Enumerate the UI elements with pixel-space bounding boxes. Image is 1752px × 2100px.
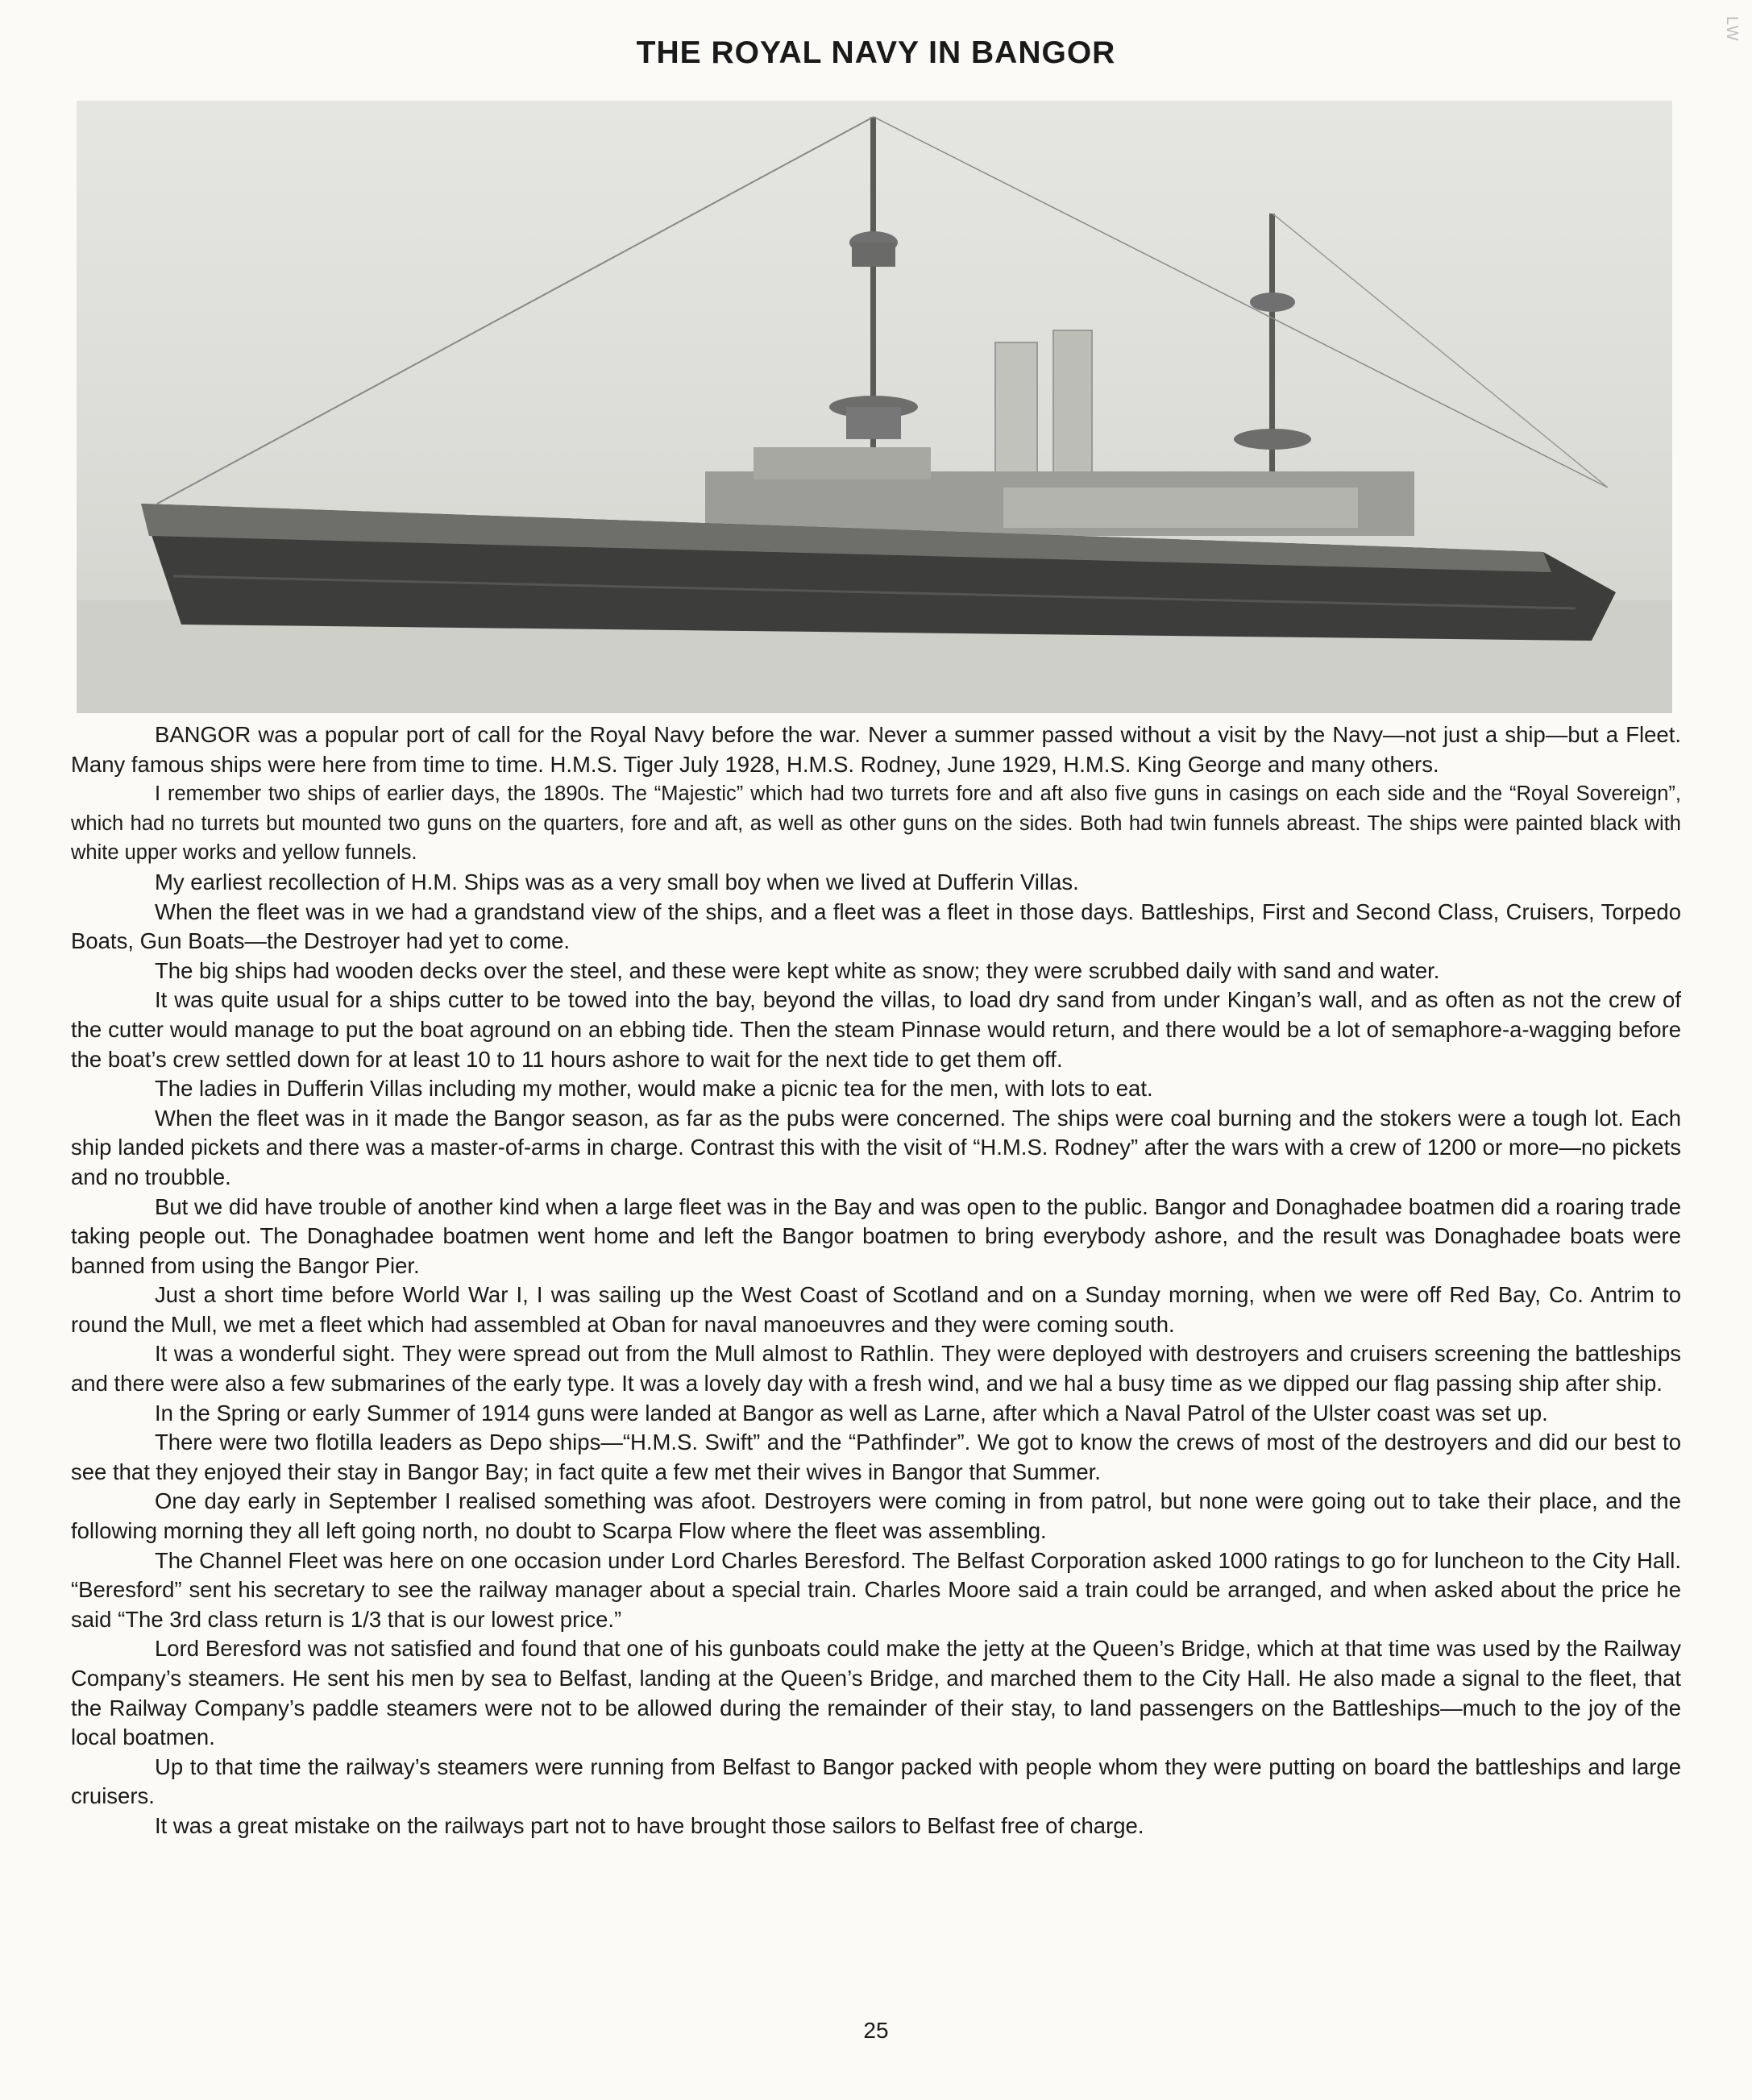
paragraph: When the fleet was in it made the Bangor season, as far as the pubs were concerned. The ships were coal burning and the stokers were a tough lot. Each ship landed pickets and there was a master-of-arms in charge. Contrast this with the visit of “H.M.S. Rodney” after the wars with a crew of 1200 or more—no pickets and no troubble.	[71, 1105, 1681, 1189]
paragraph: Lord Beresford was not satisfied and found that one of his gunboats could make the jetty at the Queen’s Bridge, which at that time was used by the Railway Company’s steamers. He sent his men by sea to Belfast, landing at the Queen’s Bridge, and marched them to the City Hall. He also made a signal to the fleet, that the Railway Company’s paddle steamers were not to be allowed during the remainder of their stay, to land passengers on the Battleships—much to the joy of the local boatmen.	[71, 1636, 1681, 1750]
paragraph: It was quite usual for a ships cutter to be towed into the bay, beyond the villas, to load dry sand from under Kingan’s wall, and as often as not the crew of the cutter would manage to put the boat aground on an ebbing tide. Then the steam Pinnase would return, and there would be a lot of semaphore-a-wagging before the boat’s crew settled down for at least 10 to 11 hours ashore to wait for the next tide to get them off.	[71, 987, 1681, 1072]
corner-mark: LW	[1723, 16, 1741, 43]
battleship-illustration	[77, 101, 1672, 713]
paragraph: I remember two ships of earlier days, the 1890s. The “Majestic” which had two turrets fore and aft also five guns in casings on each side and the “Royal Sovereign”, which had no turrets but mounted two guns on the quarters, fore and aft, as well as other guns on the sides. Both had twin funnels abreast. The ships were painted black with white upper works and yellow funnels.	[71, 782, 1681, 865]
paragraph: It was a wonderful sight. They were spread out from the Mull almost to Rathlin. They were deployed with destroyers and cruisers screening the battleships and there were also a few submarines of the early type. It was a lovely day with a fresh wind, and we hal a busy time as we dipped our flag passing ship after ship.	[71, 1341, 1681, 1397]
paragraph: One day early in September I realised something was afoot. Destroyers were coming in from patrol, but none were going out to take their place, and the following morning they all left going north, no doubt to Scarpa Flow where the fleet was assembling.	[71, 1488, 1681, 1544]
paragraph: When the fleet was in we had a grandstand view of the ships, and a fleet was a fleet in those days. Battleships, First and Second Class, Cruisers, Torpedo Boats, Gun Boats—the Destroyer had yet to come.	[71, 899, 1681, 954]
page-number: 25	[863, 2018, 889, 2043]
paragraph: The big ships had wooden decks over the steel, and these were kept white as snow; they were scrubbed daily with sand and water.	[155, 957, 1440, 983]
paragraph: Just a short time before World War I, I was sailing up the West Coast of Scotland and on a Sunday morning, when we were off Red Bay, Co. Antrim to round the Mull, we met a fleet which had assembled at Oban for naval manoeuvres and they were coming south.	[71, 1282, 1681, 1337]
paragraph: Up to that time the railway’s steamers were running from Belfast to Bangor packed with people whom they were putting on board the battleships and large cruisers.	[71, 1753, 1681, 1809]
paragraph: The Channel Fleet was here on one occasion under Lord Charles Beresford. The Belfast Corporation asked 1000 ratings to go for luncheon to the City Hall. “Beresford” sent his secretary to see the railway manager about a special train. Charles Moore said a train could be arranged, and when asked about the price he said “The 3rd class return is 1/3 that is our lowest price.”	[71, 1547, 1681, 1632]
paragraph: The ladies in Dufferin Villas including my mother, would make a picnic tea for the men, with lots to eat.	[155, 1076, 1153, 1102]
article-body	[71, 720, 1681, 1841]
paragraph: There were two flotilla leaders as Depo ships—“H.M.S. Swift” and the “Pathfinder”. We got to know the crews of most of the destroyers and did our best to see that they enjoyed their stay in Bangor Bay; in fact quite a few met their wives in Bangor that Summer.	[71, 1430, 1681, 1484]
paragraph: But we did have trouble of another kind when a large fleet was in the Bay and was open to the public. Bangor and Donaghadee boatmen did a roaring trade taking people out. The Donaghadee boatmen went home and left the Bangor boatmen to bring everybody ashore, and the result was Donaghadee boats were banned from using the Bangor Pier.	[71, 1193, 1681, 1278]
page-title: THE ROYAL NAVY IN BANGOR	[636, 35, 1116, 70]
battleship-photo	[77, 101, 1672, 713]
paragraph: My earliest recollection of H.M. Ships was as a very small boy when we lived at Dufferin Villas.	[155, 869, 1079, 894]
paragraph: In the Spring or early Summer of 1914 guns were landed at Bangor as well as Larne, after which a Naval Patrol of the Ulster coast was set up.	[155, 1400, 1548, 1426]
paragraph: BANGOR was a popular port of call for the Royal Navy before the war. Never a summer passed without a visit by the Navy—not just a ship—but a Fleet. Many famous ships were here from time to time. H.M.S. Tiger July 1928, H.M.S. Rodney, June 1929, H.M.S. King George and many others.	[71, 722, 1681, 777]
paragraph: It was a great mistake on the railways part not to have brought those sailors to Belfast free of charge.	[155, 1812, 1144, 1838]
